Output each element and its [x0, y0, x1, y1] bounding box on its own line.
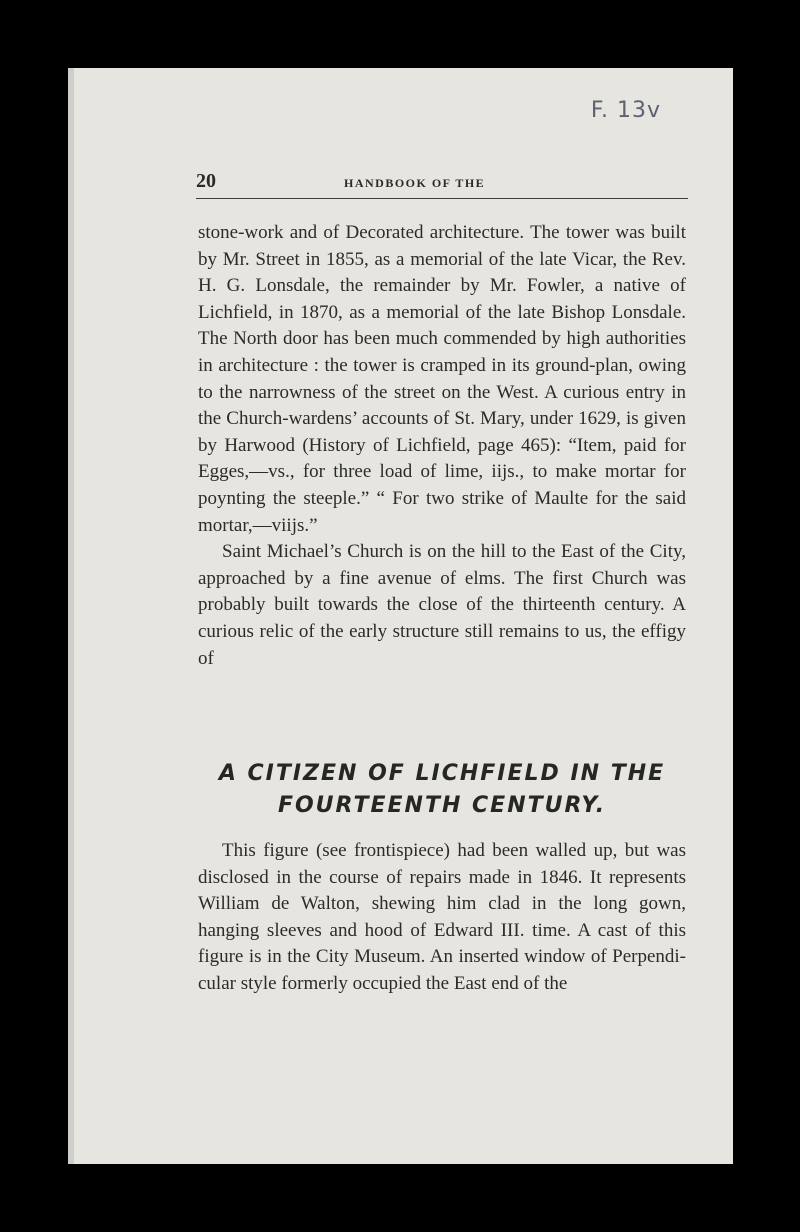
folio-annotation: F. 13v [590, 98, 661, 123]
body-text-lower [198, 838, 686, 998]
header-rule [196, 198, 688, 199]
section-heading [198, 758, 686, 822]
page-number: 20 [196, 170, 216, 192]
section-heading-line-2: FOURTEENTH CENTURY. [277, 793, 607, 818]
paragraph-saint-michael: Saint Michael’s Church is on the hill to the East of the City, approached by a fine avenue of elms. The first Church was probably built towards the close of the thirteenth century. A curious relic of the early structure still remains to us, the effigy of [198, 541, 686, 669]
running-head [196, 170, 688, 198]
paragraph-figure: This figure (see frontispiece) had been walled up, but was disclosed in the course of repairs made in 1846. It represents William de Walton, shewing him clad in the long gown, hanging sleeves and hood of Edward III. time. A cast of this figure is in the City Museum. An inserted window of Perpendi-cular style formerly occupied the East end of the [198, 840, 686, 994]
section-heading-line-1: A CITIZEN OF LICHFIELD IN THE [218, 761, 666, 786]
book-page [68, 68, 733, 1164]
body-text-upper [198, 220, 686, 672]
page-edge-shadow [68, 68, 74, 1164]
running-head-title: HANDBOOK OF THE [344, 176, 486, 190]
paragraph-stone-work: stone-work and of Decorated architecture. The tower was built by Mr. Street in 1855, as a memorial of the late Vicar, the Rev. H. G. Lonsdale, the remainder by Mr. Fowler, a native of Lichfield, in 1870, as a memorial of the late Bishop Lonsdale. The North door has been much commended by high authorities in architecture : the tower is cramped in its ground-plan, owing to the narrowness of the street on the West. A curious entry in the Church-wardens’ accounts of St. Mary, under 1629, is given by Harwood (History of Lichfield, page 465): “Item, paid for Egges,—vs., for three load of lime, iijs., to make mortar for poynting the steeple.” “ For two strike of Maulte for the said mortar,—viijs.” [198, 222, 686, 536]
